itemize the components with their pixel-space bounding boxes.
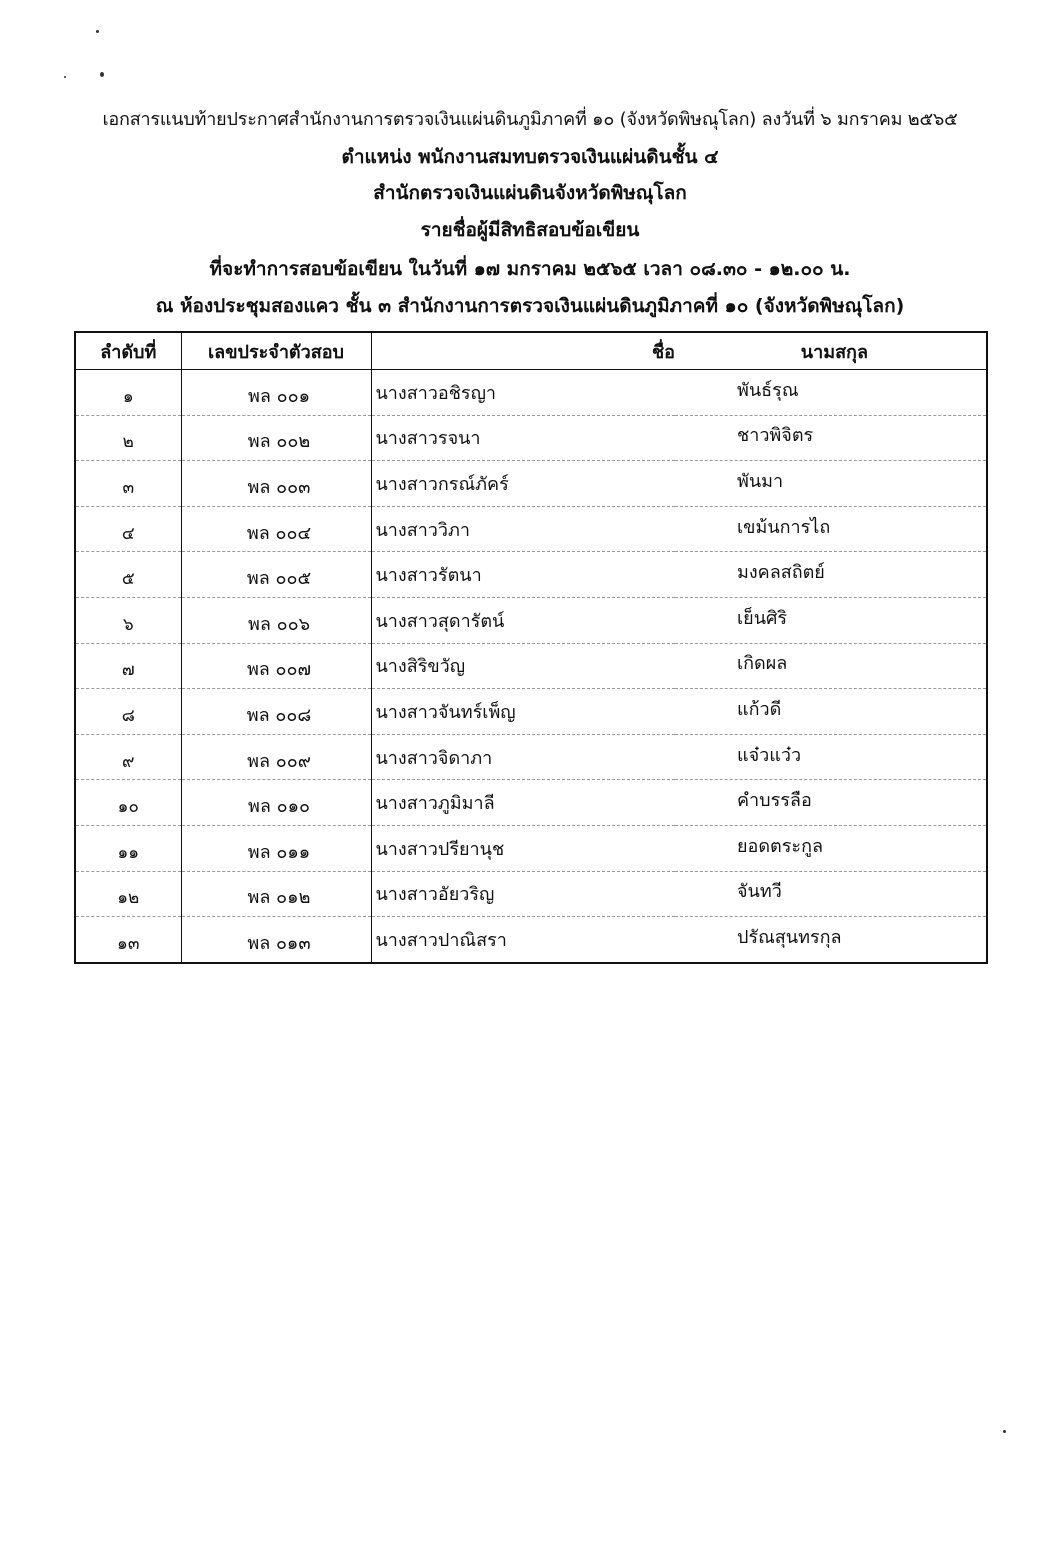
scan-speck (96, 30, 99, 33)
header-line-2: ตำแหน่ง พนักงานสมทบตรวจเงินแผ่นดินชั้น ๔ (341, 146, 719, 168)
surname-cell: ชาวพิจิตร (675, 415, 987, 461)
scan-speck (1003, 1430, 1006, 1433)
row-number-cell: ๑๐ (75, 780, 181, 826)
surname-cell: พันธ์รุณ (675, 370, 987, 416)
exam-id-cell: พล ๐๐๖ (181, 597, 371, 643)
exam-id-cell: พล ๐๐๒ (181, 415, 371, 461)
surname-cell: เขม้นการไถ (675, 506, 987, 552)
row-number-cell: ๕ (75, 552, 181, 598)
surname-cell: ยอดตระกูล (675, 825, 987, 871)
first-name-cell: นางสาวสุดารัตน์ (371, 597, 675, 643)
table-row (75, 643, 987, 689)
table-body (75, 370, 987, 963)
table-header-row (75, 332, 987, 370)
row-number-cell: ๑๑ (75, 825, 181, 871)
surname-cell: คำบรรลือ (675, 780, 987, 826)
column-header-order: ลำดับที่ (75, 332, 181, 370)
candidate-table (74, 331, 988, 964)
surname-cell: จันทวี (675, 871, 987, 917)
exam-id-cell: พล ๐๐๙ (181, 734, 371, 780)
surname-cell: เย็นศิริ (675, 597, 987, 643)
exam-id-cell: พล ๐๑๐ (181, 780, 371, 826)
header-line-6: ณ ห้องประชุมสองแคว ชั้น ๓ สำนักงานการตรวจเงินแผ่นดินภูมิภาคที่ ๑๐ (จังหวัดพิษณุโลก) (155, 295, 905, 317)
surname-cell: แจ๋วแว๋ว (675, 734, 987, 780)
row-number-cell: ๑๒ (75, 871, 181, 917)
surname-cell: แก้วดี (675, 689, 987, 735)
first-name-cell: นางสาวปาณิสรา (371, 917, 675, 963)
surname-cell: เกิดผล (675, 643, 987, 689)
table-row (75, 871, 987, 917)
exam-id-cell: พล ๐๐๔ (181, 506, 371, 552)
first-name-cell: นางสาวอชิรญา (371, 370, 675, 416)
first-name-cell: นางสาวรจนา (371, 415, 675, 461)
table-row (75, 370, 987, 416)
table-row (75, 734, 987, 780)
table-row (75, 552, 987, 598)
exam-id-cell: พล ๐๑๓ (181, 917, 371, 963)
table-row (75, 689, 987, 735)
scan-speck (100, 72, 104, 77)
row-number-cell: ๑๓ (75, 917, 181, 963)
first-name-cell: นางสาวจันทร์เพ็ญ (371, 689, 675, 735)
first-name-cell: นางสาวรัตนา (371, 552, 675, 598)
exam-id-cell: พล ๐๐๓ (181, 461, 371, 507)
column-header-first-name: ชื่อ (371, 332, 675, 370)
column-header-surname: นามสกุล (675, 332, 987, 370)
row-number-cell: ๓ (75, 461, 181, 507)
exam-id-cell: พล ๐๐๘ (181, 689, 371, 735)
row-number-cell: ๗ (75, 643, 181, 689)
first-name-cell: นางสิริขวัญ (371, 643, 675, 689)
surname-cell: ปรัณสุนทรกุล (675, 917, 987, 963)
row-number-cell: ๘ (75, 689, 181, 735)
exam-id-cell: พล ๐๐๗ (181, 643, 371, 689)
first-name-cell: นางสาวภูมิมาลี (371, 780, 675, 826)
column-header-exam-id: เลขประจำตัวสอบ (181, 332, 371, 370)
exam-id-cell: พล ๐๑๑ (181, 825, 371, 871)
first-name-cell: นางสาวจิดาภา (371, 734, 675, 780)
exam-id-cell: พล ๐๐๑ (181, 370, 371, 416)
row-number-cell: ๑ (75, 370, 181, 416)
row-number-cell: ๖ (75, 597, 181, 643)
row-number-cell: ๔ (75, 506, 181, 552)
table-row (75, 825, 987, 871)
header-line-3: สำนักตรวจเงินแผ่นดินจังหวัดพิษณุโลก (373, 182, 687, 204)
surname-cell: พันมา (675, 461, 987, 507)
surname-cell: มงคลสถิตย์ (675, 552, 987, 598)
first-name-cell: นางสาวกรณ์ภัคร์ (371, 461, 675, 507)
exam-id-cell: พล ๐๐๕ (181, 552, 371, 598)
first-name-cell: นางสาววิภา (371, 506, 675, 552)
header-line-4: รายชื่อผู้มีสิทธิสอบข้อเขียน (420, 219, 640, 241)
row-number-cell: ๒ (75, 415, 181, 461)
table-row (75, 461, 987, 507)
exam-id-cell: พล ๐๑๒ (181, 871, 371, 917)
row-number-cell: ๙ (75, 734, 181, 780)
first-name-cell: นางสาวปรียานุช (371, 825, 675, 871)
header-line-5: ที่จะทำการสอบข้อเขียน ในวันที่ ๑๗ มกราคม ๒๕๖๕ เวลา ๐๘.๓๐ - ๑๒.๐๐ น. (209, 258, 851, 280)
table-row (75, 506, 987, 552)
table-row (75, 597, 987, 643)
scan-speck (64, 76, 66, 78)
table-row (75, 780, 987, 826)
table-row (75, 415, 987, 461)
header-line-1: เอกสารแนบท้ายประกาศสำนักงานการตรวจเงินแผ่นดินภูมิภาคที่ ๑๐ (จังหวัดพิษณุโลก) ลงวันที่ ๖ มกราคม ๒๕๖๕ (102, 109, 958, 130)
table-row (75, 917, 987, 963)
first-name-cell: นางสาวอัยวริญ (371, 871, 675, 917)
